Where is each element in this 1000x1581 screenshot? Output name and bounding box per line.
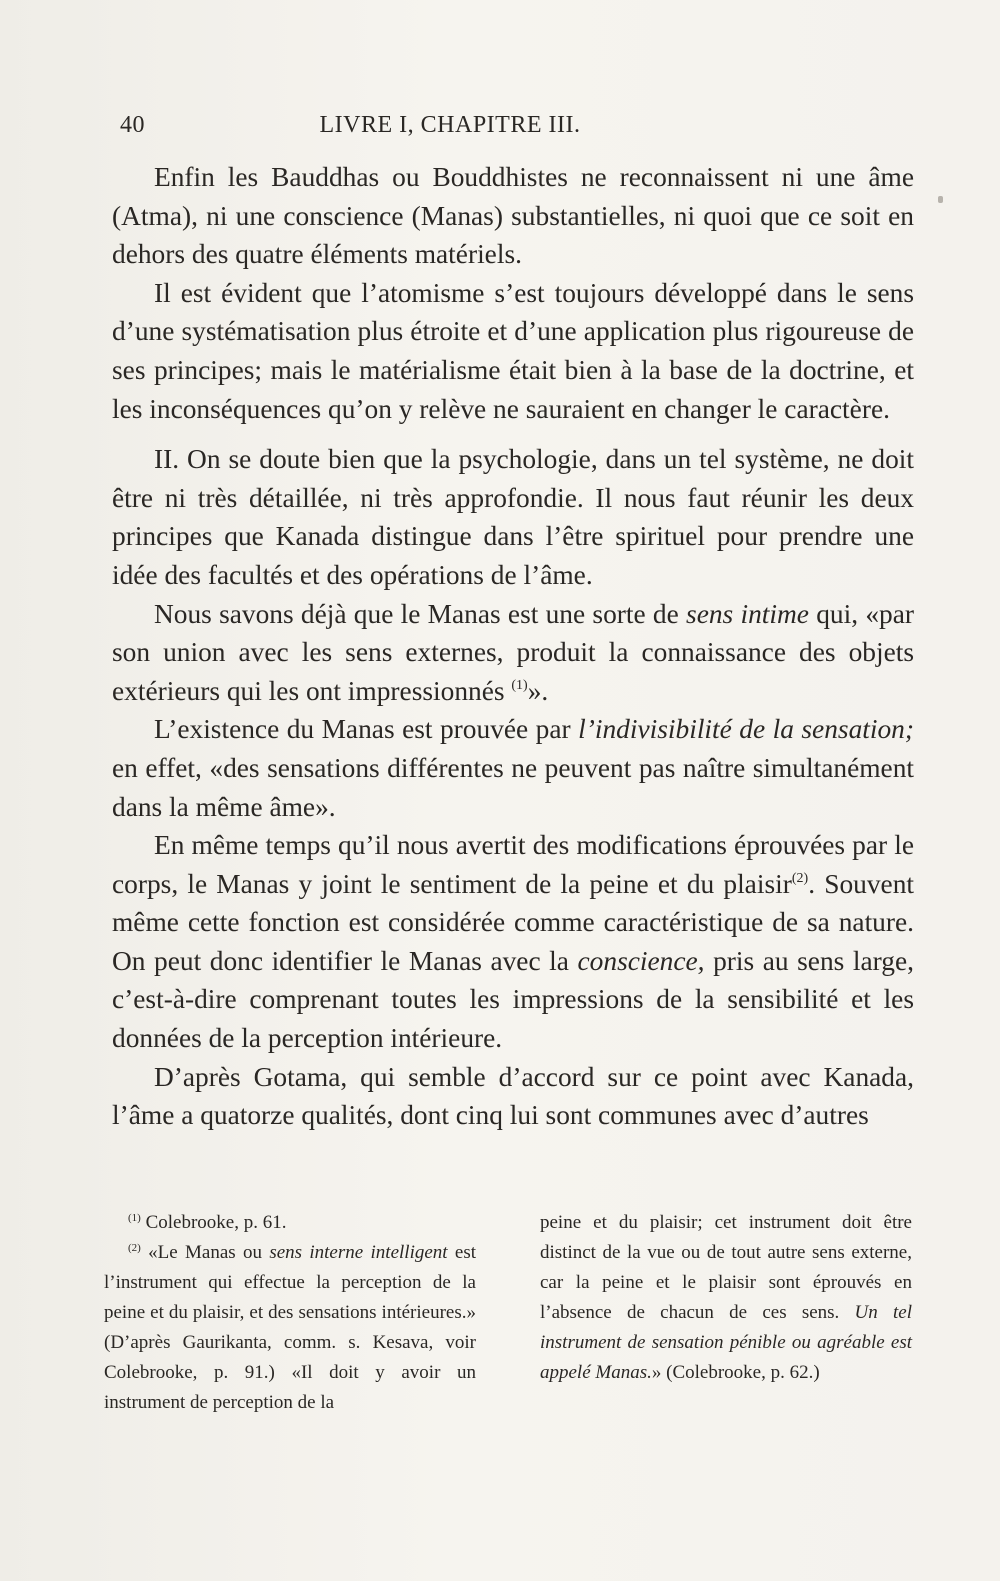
italic-run: sens intime <box>686 598 809 629</box>
footnote-2 <box>104 1238 476 1418</box>
text-run: Nous savons déjà que le Manas est une sorte de <box>154 598 687 629</box>
paragraph-6 <box>112 826 914 1058</box>
paragraph-4 <box>112 595 914 711</box>
paper-blemish <box>938 196 943 203</box>
text-run: L’existence du Manas est prouvée par <box>154 714 579 745</box>
text-run: qui, «par son union avec les sens externes, produit la connaissance des objets extérieurs qui les ont impressionnés <box>112 598 914 706</box>
text-run: en effet, «des sensations différentes ne peuvent pas naître simultanément dans la même âme». <box>112 752 914 822</box>
paragraph-7: D’après Gotama, qui semble d’accord sur ce point avec Kanada, l’âme a quatorze qualités, dont cinq lui sont communes avec d’autres <box>112 1061 914 1131</box>
paragraph-5 <box>112 710 914 826</box>
footnote-text: Colebrooke, p. 61. <box>145 1212 287 1233</box>
footnote-mark: (1) <box>128 1212 141 1224</box>
footnote-ref-1: (1) <box>511 677 528 693</box>
footnote-ref-2: (2) <box>791 870 809 886</box>
footnote-2-continued <box>540 1208 912 1388</box>
main-text <box>112 158 914 1135</box>
italic-run: conscience, <box>577 945 705 976</box>
footnote-mark: (2) <box>128 1242 141 1254</box>
footnote-text: peine et du plaisir; cet instrument doit être distinct de la vue ou de tout autre sens externe, car la peine et le plaisir sont éprouvés en l’absence de chacun de ces sens. <box>540 1212 912 1323</box>
text-run: pris au sens large, c’est-à-dire comprenant toutes les impressions de la sensibilité et les données de la perception intérieure. <box>112 945 914 1054</box>
paragraph-2: Il est évident que l’atomisme s’est toujours développé dans le sens d’une systématisation plus étroite et d’une application plus rigoureuse de ses principes; mais le matérialisme était bien à la base de la doctrine, et les inconséquences qu’on y relève ne sauraient en changer le caractère. <box>112 277 914 424</box>
running-title: LIVRE I, CHAPITRE III. <box>319 112 581 138</box>
paragraph-3: II. On se doute bien que la psychologie, dans un tel système, ne doit être ni très détaillée, ni très approfondie. Il nous faut réunir les deux principes que Kanada distingue dans l’être spirituel pour prendre une idée des facultés et des opérations de l’âme. <box>112 444 914 590</box>
footnote-text: «Le Manas ou <box>148 1242 270 1263</box>
footnote-text: » (Colebrooke, p. 62.) <box>651 1362 820 1383</box>
italic-run: sens interne intelligent <box>269 1242 448 1263</box>
text-run: ». <box>527 675 549 706</box>
page-number: 40 <box>120 112 145 138</box>
footnotes <box>104 1208 912 1418</box>
text-run: . Souvent même cette fonction est considérée comme caractéristique de sa nature. On peut donc identifier le Manas avec la <box>112 868 914 976</box>
footnote-text: est l’instrument qui effectue la perception de la peine et du plaisir, et des sensations intérieures.» (D’après Gaurikanta, comm. s. Kesava, voir Colebrooke, p. 91.) «Il doit y avoir un instrument de perception de la <box>104 1242 476 1413</box>
italic-run: Un tel instrument de sensation pénible ou agréable est appelé Manas. <box>540 1302 912 1383</box>
footnote-column-right <box>540 1208 912 1418</box>
footnote-column-left <box>104 1208 476 1418</box>
footnote-1 <box>104 1208 476 1238</box>
text-run: En même temps qu’il nous avertit des modifications éprouvées par le corps, le Manas y joint le sentiment de la peine et du plaisir <box>112 830 914 899</box>
italic-run: l’indivisibilité de la sensation; <box>578 714 914 745</box>
paragraph-1: Enfin les Bauddhas ou Bouddhistes ne reconnaissent ni une âme (Atma), ni une conscience (Manas) substantielles, ni quoi que ce soit en dehors des quatre éléments matériels. <box>112 162 914 270</box>
